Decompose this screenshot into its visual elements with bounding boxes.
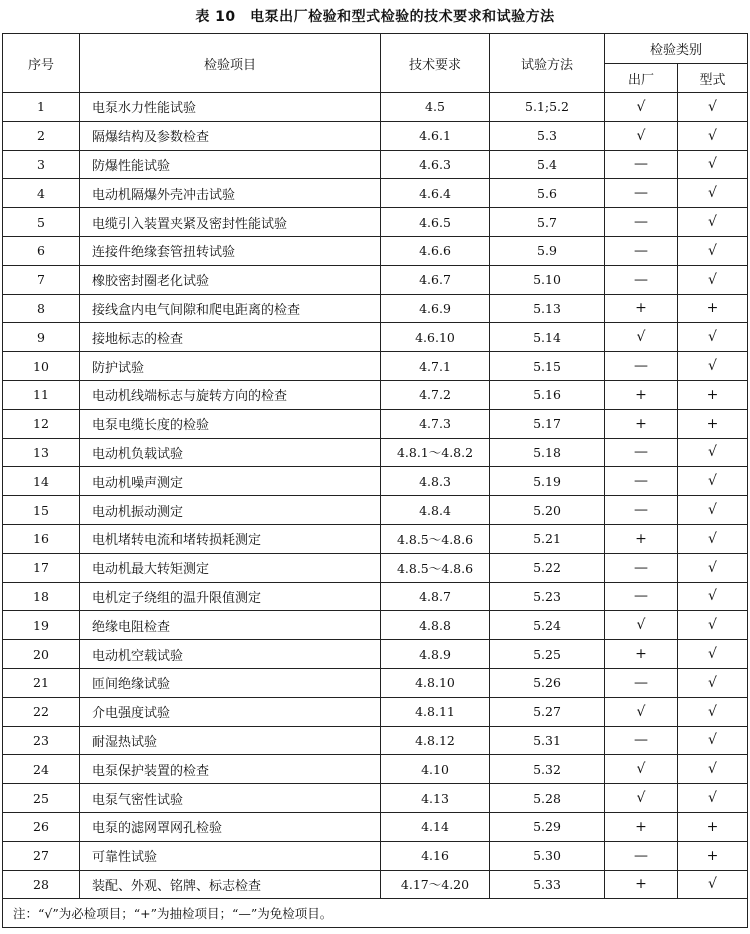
row-number: 8 (3, 294, 80, 323)
row-factory-mark: — (605, 467, 678, 496)
inspection-table (2, 33, 748, 928)
row-method: 5.21 (490, 524, 605, 553)
row-number: 10 (3, 352, 80, 381)
row-requirement: 4.8.10 (381, 668, 490, 697)
row-method: 5.25 (490, 640, 605, 669)
row-number: 3 (3, 150, 80, 179)
row-number: 5 (3, 208, 80, 237)
row-number: 27 (3, 841, 80, 870)
row-requirement: 4.8.5～4.8.6 (381, 524, 490, 553)
table-body (3, 93, 748, 899)
row-item: 橡胶密封圈老化试验 (80, 265, 381, 294)
row-method: 5.28 (490, 784, 605, 813)
row-requirement: 4.8.8 (381, 611, 490, 640)
row-item: 防护试验 (80, 352, 381, 381)
row-type-mark: √ (678, 323, 748, 352)
row-type-mark: √ (678, 668, 748, 697)
row-number: 21 (3, 668, 80, 697)
row-number: 6 (3, 236, 80, 265)
header-no: 序号 (3, 34, 80, 93)
row-method: 5.4 (490, 150, 605, 179)
row-item: 防爆性能试验 (80, 150, 381, 179)
row-factory-mark: + (605, 640, 678, 669)
row-item: 连接件绝缘套管扭转试验 (80, 236, 381, 265)
row-requirement: 4.6.9 (381, 294, 490, 323)
table-row (3, 93, 748, 122)
row-factory-mark: √ (605, 323, 678, 352)
row-type-mark: √ (678, 121, 748, 150)
row-type-mark: + (678, 380, 748, 409)
row-factory-mark: — (605, 841, 678, 870)
row-factory-mark: + (605, 380, 678, 409)
table-row (3, 323, 748, 352)
row-factory-mark: + (605, 812, 678, 841)
row-type-mark: √ (678, 236, 748, 265)
row-item: 电泵水力性能试验 (80, 93, 381, 122)
row-method: 5.22 (490, 553, 605, 582)
row-type-mark: √ (678, 496, 748, 525)
row-method: 5.31 (490, 726, 605, 755)
row-method: 5.3 (490, 121, 605, 150)
header-requirement: 技术要求 (381, 34, 490, 93)
row-type-mark: + (678, 812, 748, 841)
table-row (3, 121, 748, 150)
header-item: 检验项目 (80, 34, 381, 93)
row-item: 介电强度试验 (80, 697, 381, 726)
row-method: 5.15 (490, 352, 605, 381)
row-item: 电机堵转电流和堵转损耗测定 (80, 524, 381, 553)
row-factory-mark: — (605, 496, 678, 525)
row-number: 25 (3, 784, 80, 813)
table-title: 表 10 电泵出厂检验和型式检验的技术要求和试验方法 (195, 9, 555, 25)
row-requirement: 4.6.7 (381, 265, 490, 294)
row-requirement: 4.6.10 (381, 323, 490, 352)
table-row (3, 812, 748, 841)
table-row (3, 553, 748, 582)
row-type-mark: √ (678, 755, 748, 784)
row-factory-mark: √ (605, 611, 678, 640)
row-factory-mark: — (605, 236, 678, 265)
row-item: 电泵的滤网罩网孔检验 (80, 812, 381, 841)
row-number: 15 (3, 496, 80, 525)
table-row (3, 784, 748, 813)
row-method: 5.26 (490, 668, 605, 697)
row-requirement: 4.14 (381, 812, 490, 841)
row-requirement: 4.8.11 (381, 697, 490, 726)
table-row (3, 524, 748, 553)
table-row (3, 265, 748, 294)
header-method: 试验方法 (490, 34, 605, 93)
row-method: 5.19 (490, 467, 605, 496)
row-method: 5.23 (490, 582, 605, 611)
row-factory-mark: + (605, 524, 678, 553)
row-factory-mark: — (605, 352, 678, 381)
row-requirement: 4.6.6 (381, 236, 490, 265)
row-number: 12 (3, 409, 80, 438)
row-factory-mark: — (605, 265, 678, 294)
row-factory-mark: — (605, 553, 678, 582)
row-type-mark: √ (678, 352, 748, 381)
row-number: 20 (3, 640, 80, 669)
row-factory-mark: + (605, 294, 678, 323)
row-type-mark: √ (678, 553, 748, 582)
row-factory-mark: — (605, 582, 678, 611)
row-type-mark: √ (678, 611, 748, 640)
row-item: 接地标志的检查 (80, 323, 381, 352)
table-row (3, 697, 748, 726)
row-factory-mark: — (605, 438, 678, 467)
row-type-mark: √ (678, 640, 748, 669)
row-requirement: 4.8.3 (381, 467, 490, 496)
table-row (3, 755, 748, 784)
header-factory: 出厂 (605, 64, 678, 93)
row-number: 7 (3, 265, 80, 294)
header-type: 型式 (678, 64, 748, 93)
row-item: 隔爆结构及参数检查 (80, 121, 381, 150)
row-method: 5.7 (490, 208, 605, 237)
row-method: 5.24 (490, 611, 605, 640)
table-row (3, 841, 748, 870)
row-number: 22 (3, 697, 80, 726)
row-factory-mark: √ (605, 755, 678, 784)
row-requirement: 4.7.3 (381, 409, 490, 438)
row-requirement: 4.6.4 (381, 179, 490, 208)
table-row (3, 611, 748, 640)
row-type-mark: √ (678, 870, 748, 899)
table-row (3, 640, 748, 669)
row-factory-mark: — (605, 179, 678, 208)
row-number: 1 (3, 93, 80, 122)
table-row (3, 380, 748, 409)
row-factory-mark: √ (605, 697, 678, 726)
row-item: 可靠性试验 (80, 841, 381, 870)
row-method: 5.13 (490, 294, 605, 323)
row-number: 11 (3, 380, 80, 409)
row-type-mark: √ (678, 265, 748, 294)
table-row (3, 236, 748, 265)
row-item: 绝缘电阻检查 (80, 611, 381, 640)
row-item: 电动机噪声测定 (80, 467, 381, 496)
row-requirement: 4.6.1 (381, 121, 490, 150)
row-item: 匝间绝缘试验 (80, 668, 381, 697)
row-type-mark: + (678, 841, 748, 870)
table-row (3, 668, 748, 697)
row-item: 电泵保护装置的检查 (80, 755, 381, 784)
row-method: 5.14 (490, 323, 605, 352)
row-type-mark: √ (678, 179, 748, 208)
table-row (3, 582, 748, 611)
row-type-mark: √ (678, 150, 748, 179)
row-number: 13 (3, 438, 80, 467)
row-number: 28 (3, 870, 80, 899)
row-requirement: 4.6.3 (381, 150, 490, 179)
row-requirement: 4.8.9 (381, 640, 490, 669)
row-requirement: 4.8.1～4.8.2 (381, 438, 490, 467)
row-type-mark: √ (678, 93, 748, 122)
row-method: 5.27 (490, 697, 605, 726)
row-requirement: 4.8.5～4.8.6 (381, 553, 490, 582)
row-number: 26 (3, 812, 80, 841)
row-factory-mark: √ (605, 93, 678, 122)
row-item: 电动机振动测定 (80, 496, 381, 525)
row-requirement: 4.8.7 (381, 582, 490, 611)
row-method: 5.20 (490, 496, 605, 525)
row-item: 电动机最大转矩测定 (80, 553, 381, 582)
row-factory-mark: — (605, 726, 678, 755)
row-type-mark: √ (678, 524, 748, 553)
row-requirement: 4.6.5 (381, 208, 490, 237)
row-method: 5.17 (490, 409, 605, 438)
row-number: 18 (3, 582, 80, 611)
row-item: 电动机负载试验 (80, 438, 381, 467)
row-requirement: 4.17～4.20 (381, 870, 490, 899)
row-number: 2 (3, 121, 80, 150)
row-number: 14 (3, 467, 80, 496)
row-number: 23 (3, 726, 80, 755)
row-method: 5.1;5.2 (490, 93, 605, 122)
row-method: 5.18 (490, 438, 605, 467)
table-row (3, 438, 748, 467)
row-method: 5.9 (490, 236, 605, 265)
row-item: 耐湿热试验 (80, 726, 381, 755)
row-factory-mark: — (605, 668, 678, 697)
row-requirement: 4.13 (381, 784, 490, 813)
row-item: 电动机隔爆外壳冲击试验 (80, 179, 381, 208)
row-requirement: 4.8.4 (381, 496, 490, 525)
row-requirement: 4.7.1 (381, 352, 490, 381)
row-requirement: 4.8.12 (381, 726, 490, 755)
row-item: 电泵电缆长度的检验 (80, 409, 381, 438)
table-row (3, 150, 748, 179)
table-row (3, 726, 748, 755)
table-row (3, 496, 748, 525)
row-factory-mark: √ (605, 784, 678, 813)
row-method: 5.33 (490, 870, 605, 899)
table-row (3, 352, 748, 381)
row-number: 17 (3, 553, 80, 582)
row-number: 16 (3, 524, 80, 553)
row-type-mark: + (678, 409, 748, 438)
row-requirement: 4.10 (381, 755, 490, 784)
table-row (3, 467, 748, 496)
row-factory-mark: — (605, 208, 678, 237)
row-number: 19 (3, 611, 80, 640)
row-item: 电缆引入装置夹紧及密封性能试验 (80, 208, 381, 237)
table-note: 注：“√”为必检项目；“+”为抽检项目；“—”为免检项目。 (3, 899, 748, 928)
row-method: 5.6 (490, 179, 605, 208)
row-item: 电泵气密性试验 (80, 784, 381, 813)
row-method: 5.10 (490, 265, 605, 294)
row-type-mark: + (678, 294, 748, 323)
row-method: 5.30 (490, 841, 605, 870)
row-factory-mark: √ (605, 121, 678, 150)
header-category: 检验类别 (605, 34, 748, 64)
row-type-mark: √ (678, 726, 748, 755)
row-requirement: 4.7.2 (381, 380, 490, 409)
row-requirement: 4.16 (381, 841, 490, 870)
row-number: 9 (3, 323, 80, 352)
row-number: 24 (3, 755, 80, 784)
table-row (3, 870, 748, 899)
row-item: 接线盒内电气间隙和爬电距离的检查 (80, 294, 381, 323)
row-item: 电动机线端标志与旋转方向的检查 (80, 380, 381, 409)
table-row (3, 179, 748, 208)
table-row (3, 409, 748, 438)
row-type-mark: √ (678, 467, 748, 496)
row-item: 电动机空载试验 (80, 640, 381, 669)
table-row (3, 208, 748, 237)
row-requirement: 4.5 (381, 93, 490, 122)
row-method: 5.16 (490, 380, 605, 409)
row-type-mark: √ (678, 208, 748, 237)
row-type-mark: √ (678, 582, 748, 611)
row-method: 5.29 (490, 812, 605, 841)
row-type-mark: √ (678, 784, 748, 813)
row-item: 装配、外观、铭牌、标志检查 (80, 870, 381, 899)
row-method: 5.32 (490, 755, 605, 784)
row-type-mark: √ (678, 697, 748, 726)
row-number: 4 (3, 179, 80, 208)
row-item: 电机定子绕组的温升限值测定 (80, 582, 381, 611)
row-factory-mark: + (605, 870, 678, 899)
row-factory-mark: + (605, 409, 678, 438)
row-factory-mark: — (605, 150, 678, 179)
table-row (3, 294, 748, 323)
row-type-mark: √ (678, 438, 748, 467)
